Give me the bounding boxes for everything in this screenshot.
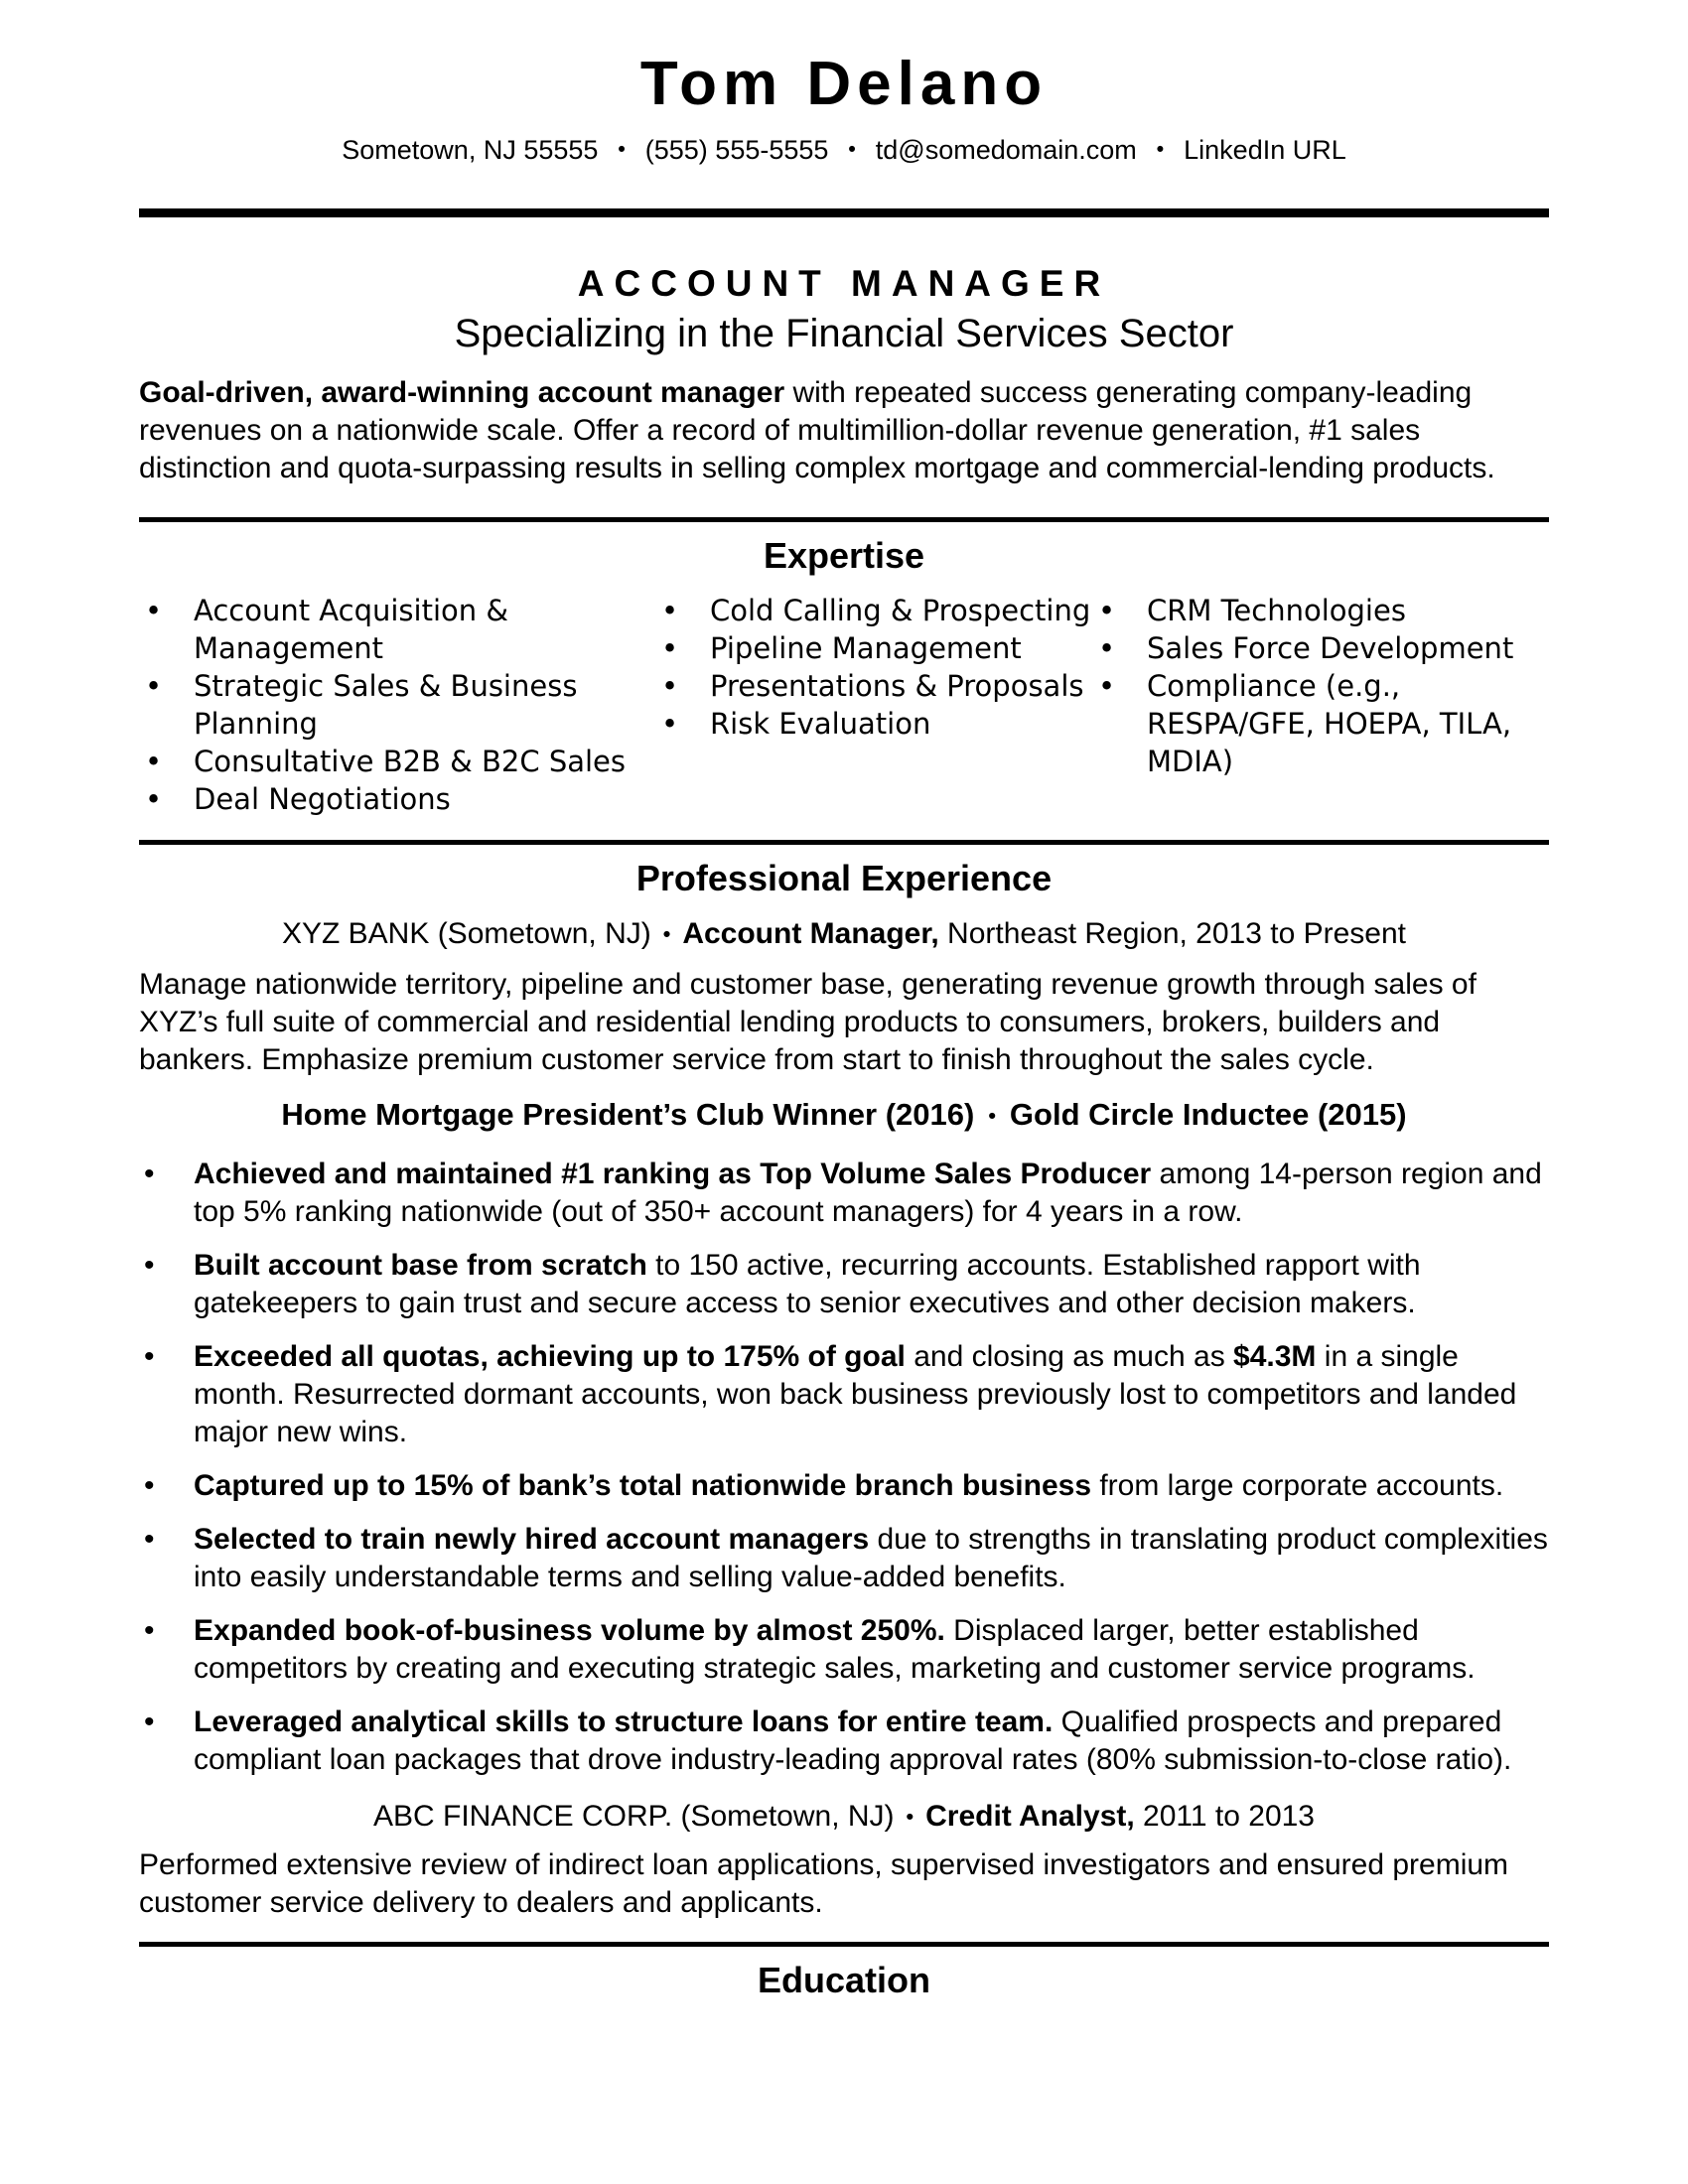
contact-line [139,133,1549,167]
separator-dot: • [906,1804,914,1829]
text-run: Displaced larger, better established competitors by creating and executing strategic sales, marketing and customer service programs. [194,1614,1476,1685]
bold-run: Achieved and maintained #1 ranking as Top Volume Sales Producer [194,1158,1152,1190]
expertise-column-1 [139,592,655,818]
separator-dot: • [848,138,856,161]
expertise-item: • CRM Technologies [1092,592,1549,629]
separator-dot: • [662,921,671,946]
expertise-item: • Cold Calling & Prospecting [655,592,1092,629]
section-education [139,1959,1549,2002]
text-run: to 150 active, recurring accounts. Established rapport with gatekeepers to gain trust and secure access to senior executives and other decision makers. [194,1249,1421,1319]
section-divider-education [139,1942,1549,1947]
section-experience [139,857,1549,1922]
expertise-item: • Account Acquisition & Management [139,592,655,667]
achievement-bullet [139,1521,1549,1596]
text-run: Qualified prospects and prepared compliant loan packages that drove industry-leading approval rates (80% submission-to-close ratio). [194,1706,1512,1776]
achievement-bullet [139,1156,1549,1231]
summary-paragraph [139,374,1549,487]
text-run: with repeated success generating company-leading revenues on a nationwide scale. Offer a record of multimillion-dollar revenue generation, #1 sales distinction and quota-surpassing results in selling complex mortgage and commercial-lending products. [139,376,1495,484]
text-run: from large corporate accounts. [1091,1469,1504,1502]
section-divider-experience [139,840,1549,845]
expertise-column-2 [655,592,1092,818]
achievement-bullet [139,1467,1549,1505]
headline-title: ACCOUNT MANAGER [577,263,1111,304]
text-run: in a single month. Resurrected dormant accounts, won back business previously lost to competitors and landed major new wins. [194,1340,1517,1448]
bold-run: Gold Circle Inductee (2015) [1009,1097,1407,1132]
job-description-abc-finance: Performed extensive review of indirect loan applications, supervised investigators and ensured premium customer service delivery to dealers and applicants. [139,1848,1509,1919]
experience-heading: Professional Experience [635,858,1053,898]
bold-run: Captured up to 15% of bank’s total nationwide branch business [194,1469,1091,1502]
expertise-item: • Sales Force Development [1092,629,1549,667]
person-name: Tom Delano [639,50,1049,118]
expertise-heading: Expertise [763,535,925,576]
section-expertise [139,534,1549,818]
expertise-item: • Pipeline Management [655,629,1092,667]
expertise-item: • Compliance (e.g., RESPA/GFE, HOEPA, TILA, MDIA) [1092,667,1549,780]
job-title-line-xyz-bank [139,914,1549,954]
text-run: due to strengths in translating product complexities into easily understandable terms and selling value-added benefits. [194,1523,1548,1593]
achievement-bullet [139,1612,1549,1688]
text-run: Northeast Region, 2013 to Present [938,917,1406,950]
expertise-column-3 [1092,592,1549,818]
section-divider-expertise [139,517,1549,522]
bold-run: Goal-driven, award-winning account manager [139,376,785,409]
text-run: among 14-person region and top 5% ranking nationwide (out of 350+ account managers) for 4 years in a row. [194,1158,1542,1228]
separator-dot: • [1156,138,1165,161]
achievement-bullet [139,1704,1549,1779]
separator-dot: • [988,1103,996,1128]
expertise-item: • Strategic Sales & Business Planning [139,667,655,743]
expertise-item: • Risk Evaluation [655,705,1092,743]
text-run: and closing as much as [905,1340,1234,1373]
contact-item: td@somedomain.com [875,135,1137,165]
bold-run: Selected to train newly hired account managers [194,1523,870,1556]
award-line [139,1095,1549,1136]
header-divider [139,208,1549,217]
bold-run: Expanded book-of-business volume by almost 250%. [194,1614,945,1647]
contact-item: (555) 555-5555 [644,135,829,165]
achievement-list [139,1156,1549,1779]
bold-run: Leveraged analytical skills to structure loans for entire team. [194,1706,1054,1738]
bold-run: Credit Analyst, [925,1800,1135,1833]
expertise-item: • Presentations & Proposals [655,667,1092,705]
bold-run: Exceeded all quotas, achieving up to 175% of goal [194,1340,906,1373]
text-run: XYZ BANK (Sometown, NJ) [281,917,651,950]
bold-run: Home Mortgage President’s Club Winner (2016) [281,1097,975,1132]
contact-item: Sometown, NJ 55555 [342,135,599,165]
expertise-columns [139,592,1549,818]
education-heading: Education [757,1960,930,2000]
contact-item: LinkedIn URL [1184,135,1346,165]
job-title-line-abc-finance [139,1797,1549,1837]
text-run: 2011 to 2013 [1134,1800,1315,1833]
job-description-xyz-bank: Manage nationwide territory, pipeline and customer base, generating revenue growth through sales of XYZ’s full suite of commercial and residential lending products to consumers, brokers, builders and bankers. Emphasize premium customer service from start to finish throughout the sales cycle. [139,968,1477,1076]
expertise-item: • Deal Negotiations [139,780,655,818]
achievement-bullet [139,1338,1549,1451]
separator-dot: • [618,138,626,161]
achievement-bullet [139,1247,1549,1322]
headline-subtitle: Specializing in the Financial Services Sector [454,312,1234,355]
bold-run: Built account base from scratch [194,1249,647,1282]
text-run: ABC FINANCE CORP. (Sometown, NJ) [372,1800,895,1833]
bold-run: Account Manager, [682,917,939,950]
expertise-item: • Consultative B2B & B2C Sales [139,743,655,780]
bold-run: $4.3M [1233,1340,1317,1373]
